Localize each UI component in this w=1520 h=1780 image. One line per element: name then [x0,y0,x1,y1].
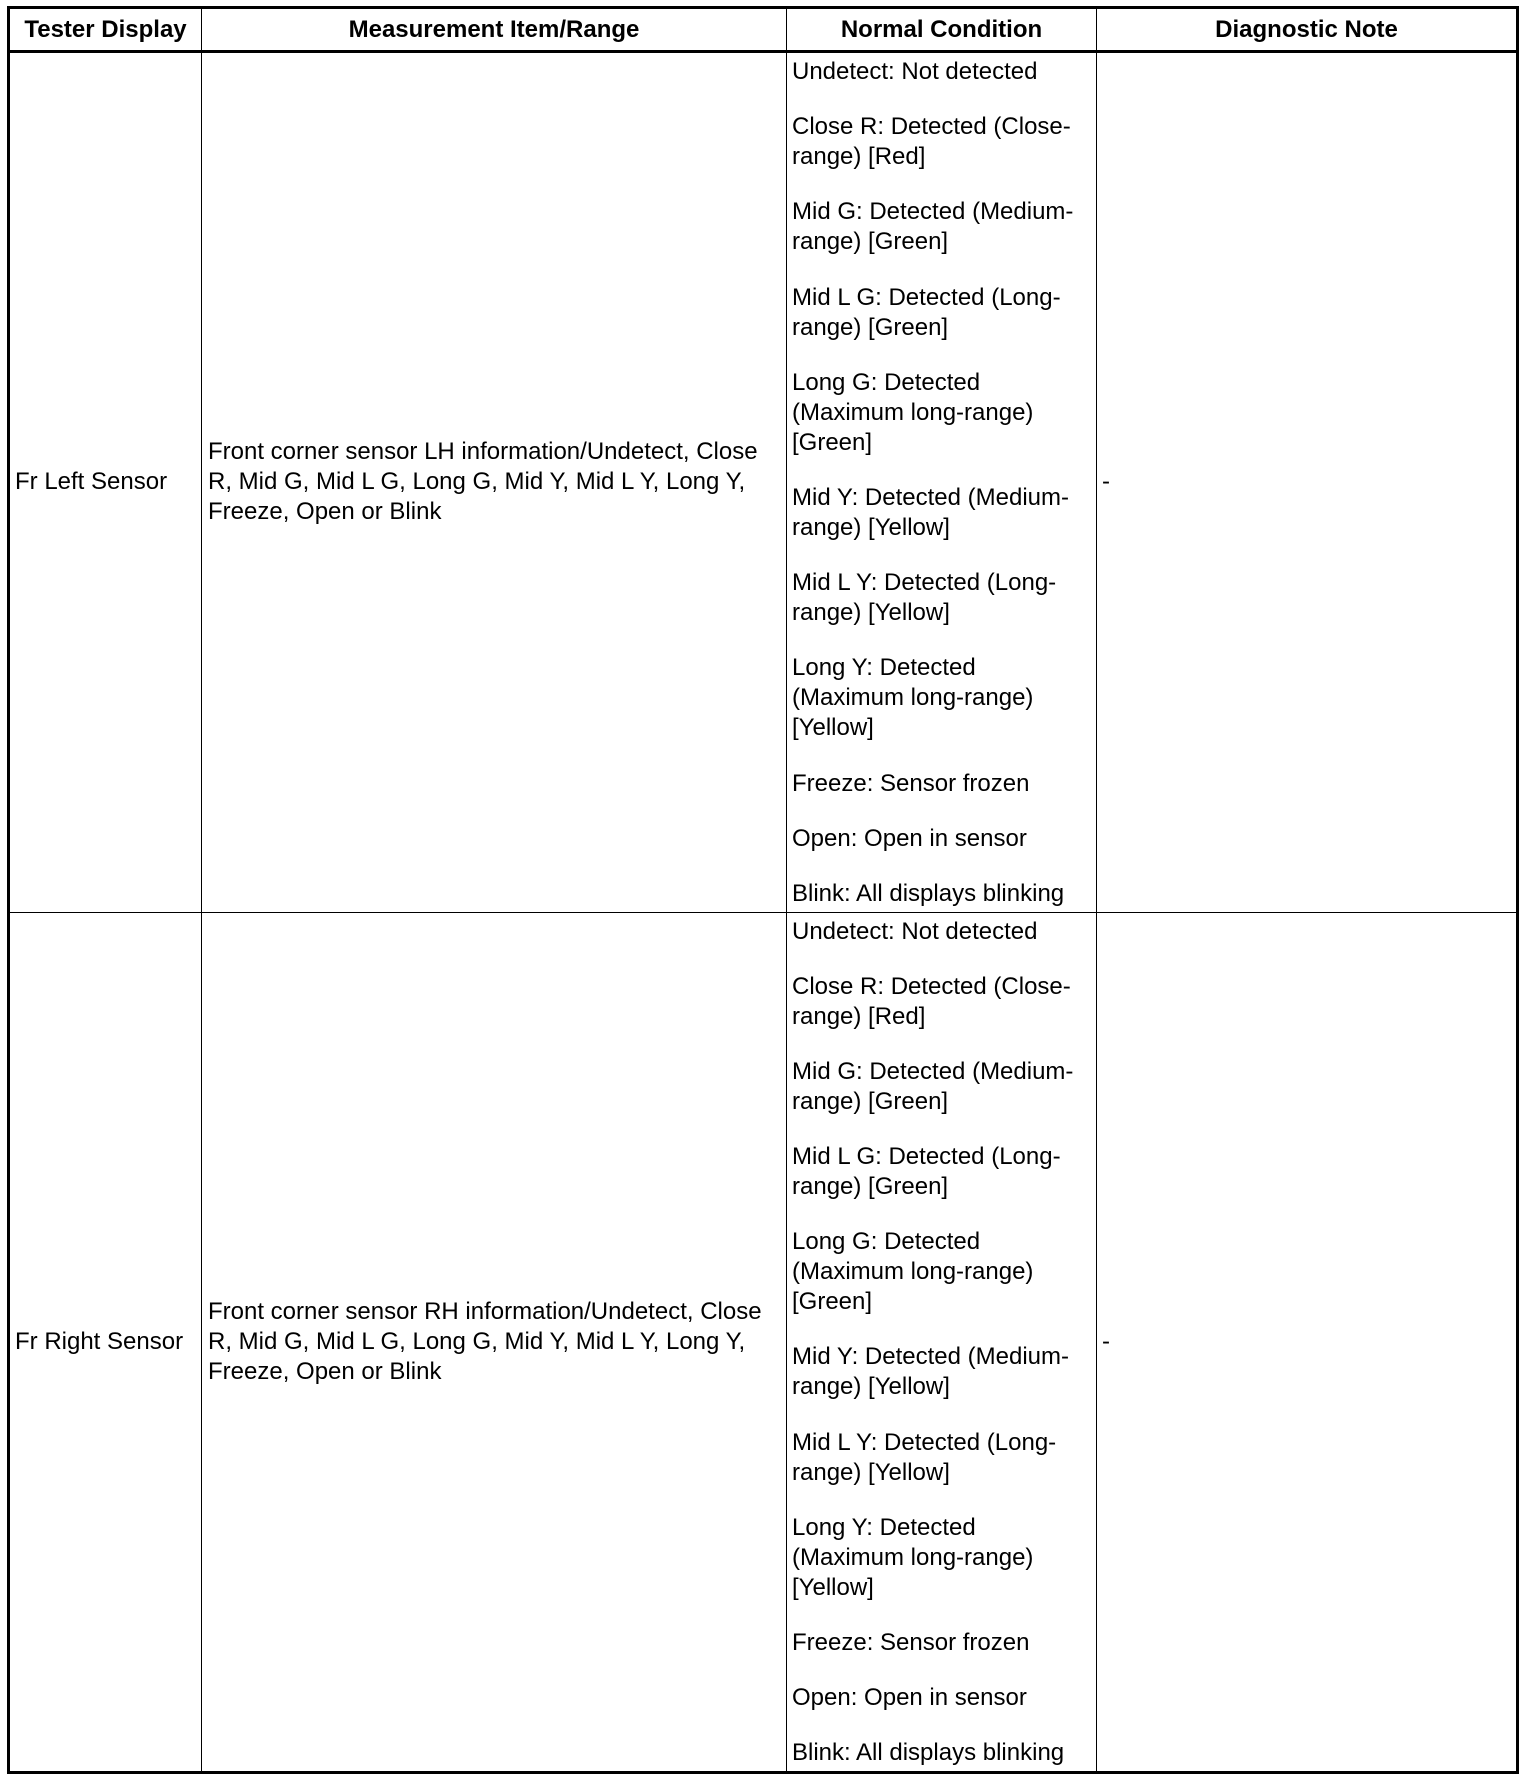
list-item: Freeze: Sensor frozen [792,769,1030,797]
list-item: Mid L Y: Detected (Long-range) [Yellow] [792,1428,1057,1486]
tester-display-cell: Fr Left Sensor [9,52,202,913]
list-item: Long Y: Detected (Maximum long-range) [Yellow] [792,1513,1034,1601]
header-measurement-item-range: Measurement Item/Range [202,8,787,52]
normal-condition-cell [787,912,1097,1773]
list-item: Mid G: Detected (Medium-range) [Green] [792,198,1074,256]
list-item: Freeze: Sensor frozen [792,1629,1030,1656]
header-tester-display: Tester Display [9,8,202,52]
list-item: Undetect: Not detected [792,917,1038,945]
list-item: Open: Open in sensor [792,1684,1027,1712]
normal-condition-cell [787,52,1097,913]
list-item: Undetect: Not detected [792,58,1038,85]
normal-condition-list [792,913,1092,1769]
measurement-item-text: Front corner sensor LH information/Undetect, Close R, Mid G, Mid L G, Long G, Mid Y, Mid L Y, Long Y, Freeze, Open or Blink [208,438,758,526]
header-diagnostic-note: Diagnostic Note [1097,8,1518,52]
measurement-item-text: Front corner sensor RH information/Undetect, Close R, Mid G, Mid L G, Long G, Mid Y, Mid L Y, Long Y, Freeze, Open or Blink [208,1297,762,1385]
list-item: Close R: Detected (Close-range) [Red] [792,972,1071,1030]
list-item: Blink: All displays blinking [792,1739,1065,1767]
list-item: Long G: Detected (Maximum long-range) [Green] [792,368,1034,456]
measurement-item-cell [202,52,787,913]
data-list-table [7,6,1519,1774]
data-list-sheet [7,6,1516,1774]
diagnostic-note-cell: - [1097,52,1518,913]
tester-display-cell: Fr Right Sensor [9,912,202,1773]
table-row [9,52,1518,913]
list-item: Long G: Detected (Maximum long-range) [Green] [792,1228,1034,1316]
header-row [9,8,1518,52]
list-item: Close R: Detected (Close-range) [Red] [792,113,1071,171]
list-item: Mid Y: Detected (Medium-range) [Yellow] [792,483,1069,541]
list-item: Mid L G: Detected (Long-range) [Green] [792,1143,1061,1201]
list-item: Mid G: Detected (Medium-range) [Green] [792,1057,1074,1115]
diagnostic-note-cell: - [1097,912,1518,1773]
list-item: Long Y: Detected (Maximum long-range) [Yellow] [792,654,1034,742]
list-item: Blink: All displays blinking [792,879,1065,907]
list-item: Mid L Y: Detected (Long-range) [Yellow] [792,569,1057,627]
header-normal-condition: Normal Condition [787,8,1097,52]
measurement-item-cell [202,912,787,1773]
normal-condition-list [792,53,1092,909]
list-item: Mid Y: Detected (Medium-range) [Yellow] [792,1343,1069,1401]
list-item: Open: Open in sensor [792,824,1027,852]
table-row [9,912,1518,1773]
list-item: Mid L G: Detected (Long-range) [Green] [792,283,1061,341]
